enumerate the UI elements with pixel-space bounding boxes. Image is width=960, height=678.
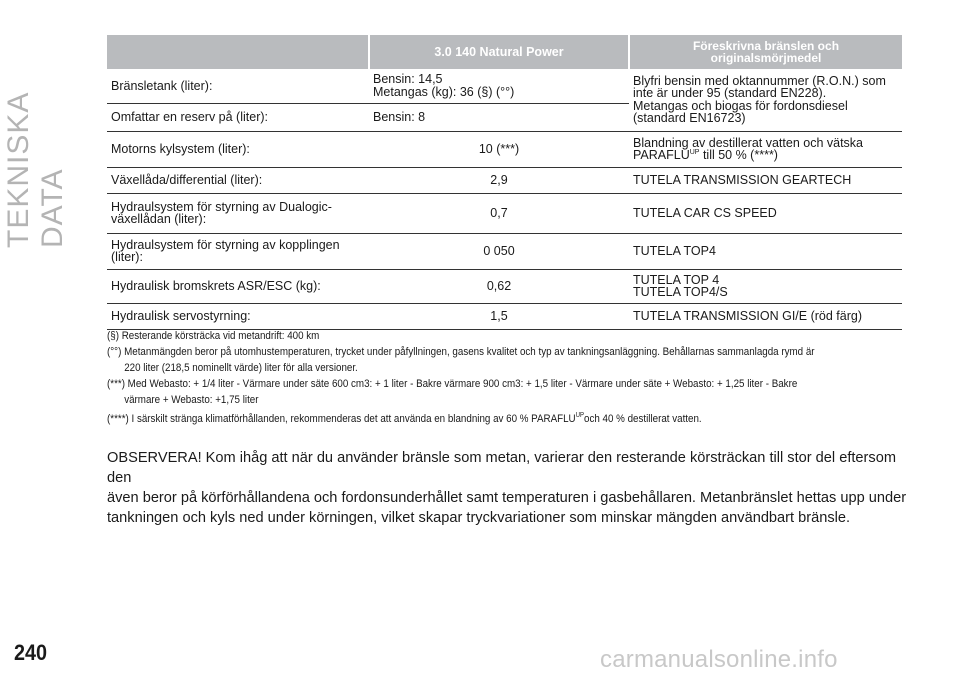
paraflu-ratio: till 50 % (****) bbox=[699, 148, 778, 162]
footnote-webasto bbox=[107, 376, 907, 408]
row-label: Motorns kylsystem (liter): bbox=[107, 131, 369, 167]
table-row bbox=[107, 269, 902, 303]
footnote-line: (****) I särskilt stränga klimatförhållanden, rekommenderas det att använda en blandning av 60 % PARAFLU bbox=[107, 413, 576, 425]
row-value: 0 050 bbox=[369, 233, 629, 269]
row-spec-line: inte är under 95 (standard EN228). bbox=[633, 86, 827, 101]
row-spec-line: TUTELA TOP4/S bbox=[633, 285, 728, 299]
table-row bbox=[107, 193, 902, 233]
specifications-table bbox=[107, 35, 902, 330]
paraflu-text: PARAFLU bbox=[633, 148, 690, 162]
row-label bbox=[107, 233, 369, 269]
page-number: 240 bbox=[14, 640, 48, 665]
row-label: Bränsletank (liter): bbox=[107, 69, 369, 103]
row-spec-line: (standard EN16723) bbox=[633, 111, 746, 126]
footnote-line: (°°) Metanmängden beror på utomhustemperaturen, trycket under påfyllningen, gasens kvalitet och typ av tankningsanläggning. Behållarnas sammanlagda rymd är bbox=[107, 346, 815, 358]
row-label: Omfattar en reserv på (liter): bbox=[107, 103, 369, 131]
row-spec-line: Blandning av destillerat vatten och vätska bbox=[633, 135, 863, 150]
row-spec: TUTELA TOP4 bbox=[629, 233, 902, 269]
header-blank-cell bbox=[107, 35, 369, 69]
row-spec bbox=[629, 131, 902, 167]
table-row bbox=[107, 233, 902, 269]
row-label: Hydraulisk bromskrets ASR/ESC (kg): bbox=[107, 269, 369, 303]
row-value: 0,7 bbox=[369, 193, 629, 233]
row-spec bbox=[629, 69, 902, 131]
row-value: 0,62 bbox=[369, 269, 629, 303]
header-fuels-line1: Föreskrivna bränslen och bbox=[692, 39, 840, 53]
row-spec: TUTELA TRANSMISSION GI/E (röd färg) bbox=[629, 303, 902, 329]
row-label: Hydraulisk servostyrning: bbox=[107, 303, 369, 329]
row-spec-line: Blyfri bensin med oktannummer (R.O.N.) som bbox=[633, 73, 886, 88]
header-version: 3.0 140 Natural Power bbox=[369, 35, 629, 69]
footnote-climate bbox=[107, 408, 907, 427]
section-side-title: TEKNISKA DATA bbox=[2, 93, 69, 248]
row-label: Växellåda/differential (liter): bbox=[107, 167, 369, 193]
footnotes bbox=[107, 328, 907, 427]
table-row bbox=[107, 167, 902, 193]
row-value: 2,9 bbox=[369, 167, 629, 193]
row-label-line: (liter): bbox=[111, 250, 143, 264]
header-fuels-lubricants bbox=[629, 35, 902, 69]
row-value-line: Metangas (kg): 36 (§) (°°) bbox=[373, 84, 515, 99]
table-header-row bbox=[107, 35, 902, 69]
row-spec: TUTELA CAR CS SPEED bbox=[629, 193, 902, 233]
observe-paragraph bbox=[107, 448, 907, 528]
row-value bbox=[369, 69, 629, 103]
row-value: 1,5 bbox=[369, 303, 629, 329]
row-spec: TUTELA TRANSMISSION GEARTECH bbox=[629, 167, 902, 193]
footnote-line: (***) Med Webasto: + 1/4 liter - Värmare under säte 600 cm3: + 1 liter - Bakre värmare 900 cm3: + 1,5 liter - Värmare under säte + Webasto: + 1,25 liter - Bakre bbox=[107, 378, 798, 390]
paraflu-superscript: UP bbox=[689, 149, 700, 156]
header-fuels-line2: originalsmörjmedel bbox=[710, 51, 822, 65]
row-spec-line bbox=[633, 149, 898, 162]
row-spec-line: TUTELA TOP 4 bbox=[633, 272, 720, 287]
watermark: carmanualsonline.info bbox=[600, 646, 838, 673]
row-label-line: växellådan (liter): bbox=[111, 212, 207, 226]
footnote-range: (§) Resterande körsträcka vid metandrift: 400 km bbox=[107, 330, 320, 342]
observe-line: tankningen och kyls ned under körningen, vilket skapar tryckvariationer som minskar mängden användbart bränsle. bbox=[107, 510, 851, 526]
footnote-line: värmare + Webasto: +1,75 liter bbox=[124, 394, 259, 406]
footnote-methane bbox=[107, 344, 907, 376]
row-spec-line: Metangas och biogas för fordonsdiesel bbox=[633, 98, 848, 113]
row-label bbox=[107, 193, 369, 233]
table-row bbox=[107, 303, 902, 329]
row-spec bbox=[629, 269, 902, 303]
table-row bbox=[107, 69, 902, 103]
table-row bbox=[107, 131, 902, 167]
observe-line: även beror på körförhållandena och fordonsunderhållet samt temperaturen i gasbehållaren. Metanbränslet hettas upp under bbox=[107, 490, 907, 506]
row-label-line: Hydraulsystem för styrning av Dualogic- bbox=[111, 199, 332, 214]
row-label-line: Hydraulsystem för styrning av kopplingen bbox=[111, 237, 340, 252]
row-value: 10 (***) bbox=[369, 131, 629, 167]
row-value: Bensin: 8 bbox=[369, 103, 629, 131]
row-value-line: Bensin: 14,5 bbox=[373, 72, 443, 87]
observe-line: OBSERVERA! Kom ihåg att när du använder bränsle som metan, varierar den resterande körsträckan till stor del eftersom den bbox=[107, 450, 896, 486]
footnote-line: 220 liter (218,5 nominellt värde) liter för alla versioner. bbox=[124, 362, 358, 374]
footnote-line: och 40 % destillerat vatten. bbox=[584, 413, 702, 425]
paraflu-superscript: UP bbox=[575, 412, 585, 419]
